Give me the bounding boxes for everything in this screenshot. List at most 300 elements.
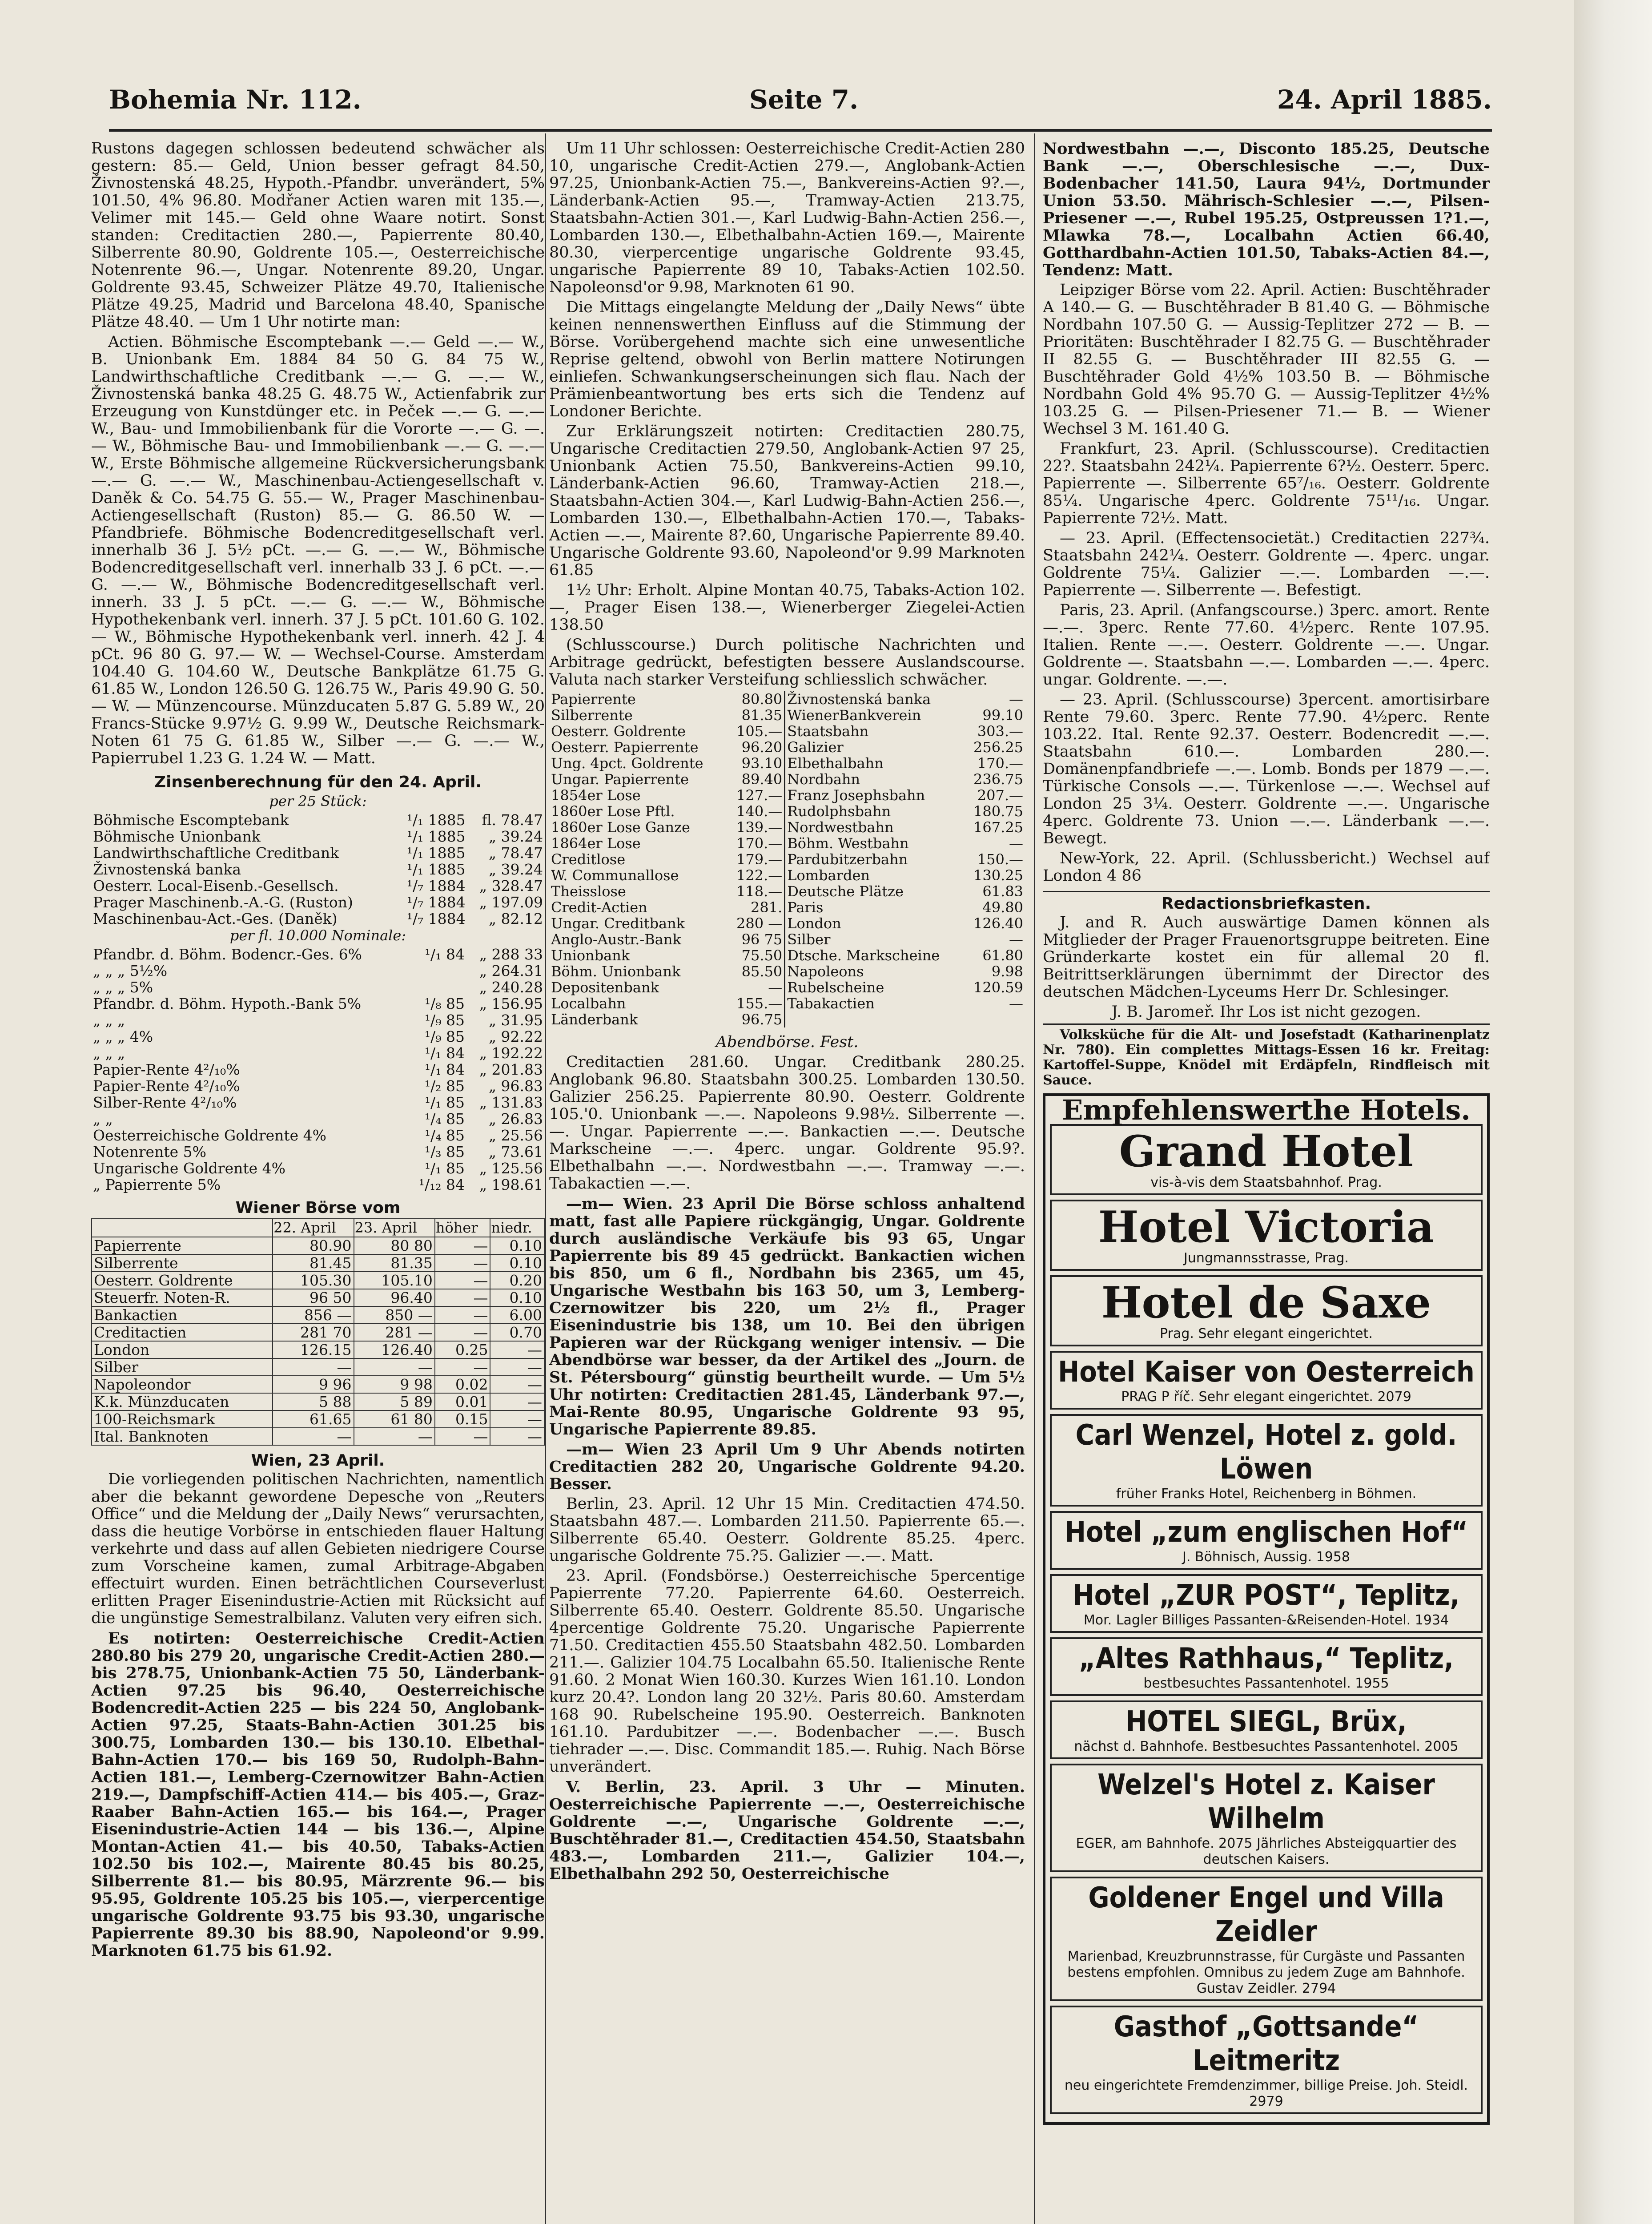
table-cell: ¹/₁ 1885 (406, 828, 466, 845)
table-cell: Silberrente (92, 1254, 273, 1272)
table-cell: 5 89 (354, 1393, 435, 1410)
table-cell: 1854er Lose (551, 787, 641, 804)
table-row (91, 845, 545, 861)
hotel-name: Carl Wenzel, Hotel z. gold. Löwen (1075, 1419, 1457, 1486)
table-cell: Franz Josephsbahn (787, 787, 925, 804)
table-cell: Notenrente 5% (93, 1143, 206, 1160)
table-cell: „ 240.28 (479, 979, 543, 996)
table-row (549, 739, 1025, 755)
table-cell: 850 — (354, 1306, 435, 1324)
table-cell: Depositenbank (551, 979, 659, 996)
table-row (91, 1078, 545, 1094)
table-cell: W. Communallose (551, 867, 679, 884)
table-cell: Böhmische Escomptebank (93, 811, 289, 829)
table-row (549, 755, 1025, 771)
table-cell: Oesterreichische Goldrente 4% (93, 1127, 327, 1144)
table-cell: Oesterr. Goldrente (92, 1272, 273, 1289)
table-cell: 281 70 (273, 1324, 354, 1341)
table-cell: Paris (787, 899, 824, 916)
article-paragraph: Berlin, 23. April. 12 Uhr 15 Min. Creditactien 474.50. Staatsbahn 487.—. Lombarden 211.50. Papierrente 65.—. Silberrente 65.40. Oesterr. Goldrente 85.25. 4perc. ungarische Goldrente 75.?5. Galizier —.—. Matt. (549, 1495, 1025, 1565)
table-cell: 80 80 (354, 1237, 435, 1254)
table-cell: Unionbank (551, 947, 630, 964)
table-cell: Galizier (787, 739, 844, 756)
table-row (549, 963, 1025, 979)
table-cell: 120.59 (973, 979, 1023, 996)
table-cell: „ 192.22 (479, 1044, 543, 1062)
hotel-details: Prag. Sehr elegant eingerichtet. (1160, 1326, 1373, 1342)
article-paragraph: Creditactien 281.60. Ungar. Creditbank 280.25. Anglobank 96.80. Staatsbahn 300.25. Lombarden 130.50. Galizier 256.25. Papierrente 80.90. Oesterr. Goldrente 105.'0. Unionbank —.—. Napoleons 9.98½. Silberrente —.—. Ungar. Papierrente —.—. Bankactien —.—. Deutsche Markscheine —.—. 4perc. ungar. Goldrente 95.9?. Elbethalbahn —.—. Nordwestbahn —.—. Tramway —.—. Tabakactien —.—. (549, 1053, 1025, 1193)
article-paragraph: Um 11 Uhr schlossen: Oesterreichische Credit-Actien 280 10, ungarische Credit-Actien 279.—, Anglobank-Actien 97.25, Unionbank-Actien 75.—, Bankvereins-Actien 9?.—, Länderbank-Actien 95.—, Tramway-Actien 213.75, Staatsbahn-Actien 301.—, Karl Ludwig-Bahn-Actien 256.—, Lombarden 130.—, Elbethalbahn-Actien 169.—, Mairente 80.30, vierpercentige ungarische Goldrente 93.45, ungarische Papierrente 89 10, Tabaks-Actien 102.50. Napoleonsd'or 9.98, Marknoten 61 90. (549, 140, 1025, 296)
table-cell: Creditactien (92, 1324, 273, 1341)
table-cell: 96 50 (273, 1289, 354, 1306)
hotel-details: J. Böhnisch, Aussig. 1958 (1182, 1549, 1351, 1565)
table-cell: 170.— (977, 755, 1023, 772)
table-cell: 9.98 (991, 963, 1023, 980)
table-row (549, 1011, 1025, 1027)
table-cell: 0.70 (490, 1324, 544, 1341)
table-cell: ¹/₉ 85 (424, 1028, 465, 1045)
table-cell (409, 979, 466, 995)
table-cell: Dtsche. Markscheine (787, 947, 940, 964)
table-cell: Ung. 4pct. Goldrente (551, 755, 703, 772)
table-cell: Localbahn (551, 995, 626, 1012)
notice-paragraph: Volksküche für die Alt- und Josefstadt (Katharinenplatz Nr. 780). Ein complettes Mittags-Essen 16 kr. Freitag: Kartoffel-Suppe, Knödel mit Erdäpfeln, Rindfleisch mit Sauce. (1043, 1023, 1490, 1088)
page-edge (1574, 0, 1652, 2224)
table-cell: fl. 78.47 (482, 811, 543, 829)
article-paragraph: 23. April. (Fondsbörse.) Oesterreichische 5percentige Papierrente 77.20. Papierrente 64.60. Oesterreich. Silberrente 65.40. Oesterr. Goldrente 85.50. Ungarische 4percentige Goldrente 75.20. Ungarische Papierrente 71.50. Creditactien 455.50 Staatsbahn 482.50. Lombarden 211.—. Galizier 104.75 Localbahn 65.50. Italienische Rente 91.60. 2 Monat Wien 160.30. Kurzes Wien 161.10. London kurz 20.4?. London lang 20 32½. Paris 80.60. Amsterdam 168 90. Rubelscheine 195.90. Oesterreich. Banknoten 161.10. Pardubitzer —.—. Bodenbacher —.—. Busch tiehrader —.—. Disc. Commandit 185.—. Ruhig. Nach Börse unverändert. (549, 1567, 1025, 1776)
table-cell: „ 39.24 (488, 861, 543, 878)
table-row (549, 867, 1025, 883)
table-cell: „ 198.61 (479, 1176, 543, 1193)
table-row (91, 812, 545, 828)
ads-title: Empfehlenswerthe Hotels. (1062, 1094, 1471, 1126)
table-cell: Rubelscheine (787, 979, 884, 996)
table-cell: London (787, 915, 841, 932)
table-cell: — (490, 1341, 544, 1358)
table-row (549, 931, 1025, 947)
table-cell: „ „ „ 5% (93, 979, 153, 996)
table-cell: ¹/₁ 1885 (406, 811, 466, 829)
hotel-ad (1050, 1764, 1483, 1872)
table-row (549, 995, 1025, 1011)
table-cell: London (92, 1341, 273, 1358)
table-cell: Böhmische Unionbank (93, 828, 261, 845)
table-cell: 93.10 (728, 755, 785, 771)
table-row (91, 1127, 545, 1144)
hotel-ad (1050, 1414, 1483, 1507)
table-cell: 81.35 (354, 1254, 435, 1272)
table-cell: Napoleondor (92, 1376, 273, 1393)
table-row (92, 1272, 544, 1289)
table-cell: 80.90 (273, 1237, 354, 1254)
table-cell: „ 26.83 (488, 1110, 543, 1128)
table-cell: Maschinenbau-Act.-Ges. (Daněk) (93, 910, 338, 927)
table-cell: 80.80 (728, 691, 785, 707)
table-cell: 1860er Lose Pftl. (551, 803, 675, 820)
table-cell: 139.— (728, 819, 785, 835)
table-cell: Pardubitzerbahn (787, 851, 908, 868)
table-cell: 75.50 (728, 947, 785, 963)
table-row (92, 1289, 544, 1306)
table-row (92, 1306, 544, 1324)
table-cell: Papierrente (92, 1237, 273, 1254)
hotel-name: Hotel „zum englischen Hof“ (1064, 1516, 1468, 1549)
table-cell: — (1009, 835, 1023, 852)
table-cell: 96.75 (728, 1011, 785, 1027)
table-cell (964, 1011, 1025, 1027)
table-cell: — (354, 1428, 435, 1445)
table-row (92, 1376, 544, 1393)
table-cell: Elbethalbahn (787, 755, 884, 772)
table-cell: 105.10 (354, 1272, 435, 1289)
table-cell: 0.10 (490, 1237, 544, 1254)
notice-paragraph: J. and R. Auch auswärtige Damen können als Mitglieder der Prager Frauenortsgruppe beitreten. Eine Gründerkarte kostet ein für allemal 20 fl. Beitrittserklärungen übernimmt der Director des deutschen Mädchen-Lyceums Herr Dr. Schlesinger. (1043, 914, 1490, 1001)
table-cell: 126.40 (354, 1341, 435, 1358)
table-cell: 207.— (977, 787, 1023, 804)
table-cell: 180.75 (973, 803, 1023, 820)
hotel-ad (1050, 1574, 1483, 1633)
table-cell: Oesterr. Papierrente (551, 739, 699, 756)
table-cell: K.k. Münzducaten (92, 1393, 273, 1410)
table-cell: 81.35 (728, 707, 785, 723)
hotel-details: EGER, am Bahnhofe. 2075 Jährliches Absteigquartier des deutschen Kaisers. (1076, 1836, 1457, 1867)
hotel-ads-box (1043, 1093, 1490, 2125)
table-cell: ¹/₁ 84 (424, 1061, 465, 1078)
table-cell: 9 96 (273, 1376, 354, 1393)
hotel-details: Mor. Lagler Billiges Passanten-&Reisenden-Hotel. 1934 (1083, 1612, 1449, 1628)
issue-date: 24. April 1885. (1277, 85, 1492, 115)
table-cell: Tabakactien (787, 995, 875, 1012)
table-cell: 126.40 (973, 915, 1023, 932)
table-cell: 281 — (354, 1324, 435, 1341)
table-cell: „ „ „ 5½% (93, 962, 168, 979)
hotel-name: „Altes Rathhaus,“ Teplitz, (1078, 1642, 1454, 1675)
table-cell: Deutsche Plätze (787, 883, 904, 900)
newspaper-title: Bohemia Nr. 112. (109, 85, 362, 115)
table-row (92, 1393, 544, 1410)
article-paragraph: Frankfurt, 23. April. (Schlusscourse). Creditactien 22?. Staatsbahn 242¼. Papierrente 6?½. Oesterr. 5perc. Papierrente —. Silberrente 65⁷/₁₆. Oesterr. Goldrente 85¼. Ungarische 4perc. Goldrente 75¹¹/₁₆. Ungar. Papierrente 72½. Matt. (1043, 440, 1490, 527)
table-cell: ¹/₁ 84 (424, 1044, 465, 1062)
table-row (549, 819, 1025, 835)
table-cell: — (435, 1428, 490, 1445)
table-header-cell: 22. April (273, 1219, 354, 1237)
table-cell: — (1009, 691, 1023, 708)
table-row (549, 723, 1025, 739)
table-cell: — (273, 1358, 354, 1376)
table-cell: 9 98 (354, 1376, 435, 1393)
table-cell: 155.— (728, 995, 785, 1011)
table-cell: 122.— (728, 867, 785, 883)
table-row (91, 1111, 545, 1127)
table-cell: Credit-Actien (551, 899, 647, 916)
table-cell: — (490, 1393, 544, 1410)
table-cell: 1860er Lose Ganze (551, 819, 690, 836)
table-cell: Creditlose (551, 851, 626, 868)
table-cell: „ 264.31 (479, 962, 543, 979)
table-cell: 0.20 (490, 1272, 544, 1289)
table-cell: ¹/₇ 1884 (406, 910, 466, 927)
table-cell: — (490, 1376, 544, 1393)
table-cell: Silberrente (551, 707, 633, 724)
section-title: Redactionsbriefkasten. (1043, 891, 1490, 912)
table-header-cell: niedr. (490, 1219, 544, 1237)
article-paragraph: 1½ Uhr: Erholt. Alpine Montan 40.75, Tabaks-Action 102.—, Prager Eisen 138.—, Wienerberger Ziegelei-Actien 138.50 (549, 581, 1025, 634)
table-row (92, 1324, 544, 1341)
table-cell: „ Papierrente 5% (93, 1176, 221, 1193)
table-cell: ¹/₁ 85 (424, 1160, 465, 1177)
table-cell: 170.— (728, 835, 785, 851)
table-row (92, 1428, 544, 1445)
table-cell: — (435, 1358, 490, 1376)
table-cell: — (435, 1254, 490, 1272)
table-cell: Staatsbahn (787, 723, 869, 740)
table-cell: Lombarden (787, 867, 870, 884)
hotel-ad (1050, 2006, 1483, 2114)
table-cell: „ „ (93, 1110, 113, 1128)
table-cell: Ital. Banknoten (92, 1428, 273, 1445)
table-cell: Theisslose (551, 883, 626, 900)
table-row (549, 979, 1025, 995)
table-cell: WienerBankverein (787, 707, 921, 724)
table-cell: ¹/₇ 1884 (406, 877, 466, 894)
table-cell: — (435, 1306, 490, 1324)
table-cell: 281. (728, 899, 785, 915)
hotel-ad (1050, 1200, 1483, 1271)
table-row (549, 691, 1025, 707)
table-row (549, 851, 1025, 867)
hotel-name: HOTEL SIEGL, Brüx, (1125, 1705, 1407, 1738)
table-cell: „ 92.22 (488, 1028, 543, 1045)
hotel-name: Welzel's Hotel z. Kaiser Wilhelm (1097, 1769, 1435, 1835)
table-cell: „ 156.95 (479, 995, 543, 1012)
table-cell: 303.— (977, 723, 1023, 740)
notice-paragraph: J. B. Jaromeř. Ihr Los ist nicht gezogen. (1111, 1003, 1421, 1021)
table-cell: Steuerfr. Noten-R. (92, 1289, 273, 1306)
table-cell: 118.— (728, 883, 785, 899)
page-number: Seite 7. (749, 85, 859, 115)
table-row (91, 878, 545, 894)
table-cell: „ 125.56 (479, 1160, 543, 1177)
hotel-name: Grand Hotel (1119, 1126, 1414, 1176)
table-row (549, 915, 1025, 931)
table-cell: „ 131.83 (479, 1094, 543, 1111)
hotel-ad (1050, 1351, 1483, 1410)
table-header-cell: höher (435, 1219, 490, 1237)
table-cell: Ungar. Creditbank (551, 915, 685, 932)
table-cell: ¹/₇ 1884 (406, 894, 466, 911)
hotel-name: Goldener Engel und Villa Zeidler (1088, 1882, 1444, 1948)
table-cell: 89.40 (728, 771, 785, 787)
table-row (549, 947, 1025, 963)
table-cell: Böhm. Westbahn (787, 835, 909, 852)
article-paragraph: Rustons dagegen schlossen bedeutend schwächer als gestern: 85.— Geld, Union besser gefragt 84.50, Živnostenská 48.25, Hypoth.-Pfandbr. unverändert, 5% 101.50, 4% 96.80. Modřaner Actien waren mit 135.—, Velimer mit 145.— Geld ohne Waare notirt. Sonst standen: Creditactien 280.—, Papierrente 80.40, Silberrente 80.90, Goldrente 105.—, Oesterreichische Notenrente 96.—, Ungar. Notenrente 89.20, Ungar. Goldrente 93.45, Schweizer Plätze 49.70, Italienische Plätze 49.25, Madrid und Barcelona 48.40, Spanische Plätze 48.40. — Um 1 Uhr notirte man: (91, 140, 545, 331)
table-cell: Ungar. Papierrente (551, 771, 689, 788)
hotel-details: nächst d. Bahnhofe. Bestbesuchtes Passantenhotel. 2005 (1074, 1739, 1459, 1754)
table-cell: Silber (787, 931, 831, 948)
table-cell: Ungarische Goldrente 4% (93, 1160, 285, 1177)
table-row (91, 995, 545, 1012)
table-cell: 126.15 (273, 1341, 354, 1358)
table-cell: „ 82.12 (488, 910, 543, 927)
table-cell (785, 1011, 964, 1027)
table-cell: ¹/₄ 85 (424, 1110, 465, 1128)
table-row (549, 803, 1025, 819)
hotel-details: bestbesuchtes Passantenhotel. 1955 (1143, 1676, 1389, 1691)
article-paragraph: (Schlusscourse.) Durch politische Nachrichten und Arbitrage gedrückt, befestigten bessere Auslandscourse. Valuta nach starker Versteifung schliesslich schwächer. (549, 636, 1025, 689)
table-cell: 150.— (977, 851, 1023, 868)
table-row (91, 979, 545, 995)
table-cell: ¹/₃ 85 (424, 1143, 465, 1160)
article-paragraph: —m— Wien 23 April Um 9 Uhr Abends notirten Creditactien 282 20, Ungarische Goldrente 94.20. Besser. (549, 1440, 1025, 1493)
article-paragraph: — 23. April. (Schlusscourse) 3percent. amortisirbare Rente 79.60. 3perc. Rente 77.90. 4½perc. Rente 103.22. Ital. Rente 92.37. Oesterr. Bodencredit —.—. Staatsbahn 610.—. Lombarden 280.—. Domänenpfandbriefe —.—. Lomb. Bonds per 1879 —.—. Türkische Consols —.—. Türkenlose —.—. Wechsel auf London 25 3¼. Oesterr. Goldrente —.—. Ungarische 4perc. Goldrente 73. Union —.—. Länderbank —.—. Bewegt. (1043, 691, 1490, 847)
hotel-ad (1050, 1637, 1483, 1696)
hotel-ad (1050, 1700, 1483, 1759)
table-cell: Oesterr. Local-Eisenb.-Gesellsch. (93, 877, 339, 894)
article-paragraph: Zur Erklärungszeit notirten: Creditactien 280.75, Ungarische Creditactien 279.50, Anglobank-Actien 97 25, Unionbank Actien 75.50, Bankvereins-Actien 99.10, Länderbank-Actien 96.60, Tramway-Actien 218.—, Staatsbahn-Actien 304.—, Karl Ludwig-Bahn-Actien 256.—, Lombarden 130.—, Elbethalbahn-Actien 170.—, Tabaks-Actien —.—, Mairente 8?.60, Ungarische Papierrente 89.40. Ungarische Goldrente 93.60, Napoleond'or 9.99 Marknoten 61.85 (549, 423, 1025, 579)
hotel-name: Gasthof „Gottsande“ Leitmeritz (1113, 2010, 1419, 2077)
article-paragraph: Die vorliegenden politischen Nachrichten, namentlich aber die bekannt gewordene Depesche von „Reuters Office“ und die Meldung der „Daily News“ verursachten, dass die heutige Vorbörse in entschieden flauer Haltung verkehrte und dass auf allen Gebieten niedrigere Course zum Vorscheine kamen, zumal Arbitrage-Abgaben effectuirt wurden. Einen beträchtlichen Courseverlust erlitten Prager Eisenindustrie-Actien mit Rücksicht auf die ungünstige Semestralbilanz. Valuten very eifren sich. (91, 1471, 545, 1627)
article-paragraph: Paris, 23. April. (Anfangscourse.) 3perc. amort. Rente —.—. 3perc. Rente 77.60. 4½perc. Rente 107.95. Italien. Rente —.—. Oesterr. Goldrente —.—. Ungar. Goldrente —. Staatsbahn —.—. Lombarden —.—. 4perc. ungar. Goldrente. —.—. (1043, 601, 1490, 689)
table-cell: 236.75 (973, 771, 1023, 788)
table-row (549, 787, 1025, 803)
table-cell: — (1009, 931, 1023, 948)
table-row (91, 1094, 545, 1111)
article-paragraph: New-York, 22. April. (Schlussbericht.) Wechsel auf London 4 86 (1043, 850, 1490, 885)
table-cell: Rudolphsbahn (787, 803, 891, 820)
table-cell: Nordwestbahn (787, 819, 894, 836)
table-cell: Bankactien (92, 1306, 273, 1324)
table-row (91, 946, 545, 963)
table-cell: 100-Reichsmark (92, 1410, 273, 1428)
table-cell: — (273, 1428, 354, 1445)
table-cell: 0.15 (435, 1410, 490, 1428)
table-cell: Papierrente (551, 691, 636, 708)
table-cell: — (435, 1289, 490, 1306)
hotel-details: Jungmannsstrasse, Prag. (1184, 1250, 1349, 1266)
column-2 (549, 140, 1025, 2224)
table-cell: „ „ „ (93, 1011, 125, 1029)
table-cell: „ 39.24 (488, 828, 543, 845)
table-cell: Böhm. Unionbank (551, 963, 681, 980)
table-cell: 61.80 (982, 947, 1023, 964)
article-paragraph: V. Berlin, 23. April. 3 Uhr — Minuten. Oesterreichische Papierrente —.—, Oesterreichische Goldrente —.—, Ungarische Goldrente —.—, Buschtěhrader 81.—, Creditactien 454.50, Staatsbahn 483.—, Lombarden 211.—, Galizier 104.—, Elbethalbahn 292 50, Oesterreichische (549, 1778, 1025, 1883)
section-title: Abendbörse. Fest. (715, 1033, 859, 1051)
table-cell: ¹/₄ 85 (424, 1127, 465, 1144)
table-cell: 280 — (728, 915, 785, 931)
table-cell: „ 288 33 (479, 946, 543, 963)
table-cell: 0.02 (435, 1376, 490, 1393)
table-cell: ¹/₂ 85 (424, 1077, 465, 1095)
table-row (91, 1061, 545, 1078)
table-cell: 1864er Lose (551, 835, 641, 852)
article-paragraph: Actien. Böhmische Escomptebank —.— Geld —.— W., B. Unionbank Em. 1884 84 50 G. 84 75 W., Landwirthschaftliche Creditbank —.— G. —.— W., Živnostenská banka 48.25 G. 48.75 W., Actienfabrik zur Erzeugung von Kunstdünger etc. in Peček —.— G. —.— W., Bau- und Immobilienbank für die Vororte —.— G. —.— W., Böhmische Bau- und Immobilienbank —.— G. —.— W., Erste Böhmische allgemeine Rückversicherungsbank —.— G. —.— W., Maschinenbau-Actiengesellschaft v. Daněk & Co. 54.75 G. 55.— W., Prager Maschinenbau-Actiengesellschaft (Ruston) 85.— G. 86.50 W. — Pfandbriefe. Böhmische Bodencreditgesellschaft verl. innerhalb 36 J. 5½ pCt. —.— G. —.— W., Böhmische Bodencreditgesellschaft verl. innerhalb 33 J. 6 pCt. —.— G. —.— W., Böhmische Bodencreditgesellschaft verl. innerh. 33 J. 5 pCt. —.— G. —.— W., Böhmische Hypothekenbank verl. innerh. 37 J. 5 pCt. 101.60 G. 102.— W., Böhmische Hypothekenbank verl. innerh. 42 J. 4 pCt. 96 80 G. 97.— W. — Wechsel-Course. Amsterdam 104.40 G. 104.60 W., Deutsche Bankplätze 61.75 G. 61.85 W., London 126.50 G. 126.75 W., Paris 49.90 G. 50.— W. — Münzencourse. Münzducaten 5.87 G. 5.89 W., 20 Francs-Stücke 9.97½ G. 9.99 W., Deutsche Reichsmark-Noten 61 75 G. 61.85 W., Silber —.— G. —.— W., Papierrubel 1.23 G. 1.24 W. — Matt. (91, 333, 545, 767)
table-cell: „ 31.95 (488, 1011, 543, 1029)
table-cell: 856 — (273, 1306, 354, 1324)
hotel-ad (1050, 1877, 1483, 2001)
table-cell: Prager Maschinenb.-A.-G. (Ruston) (93, 894, 353, 911)
table-cell: — (435, 1324, 490, 1341)
table-cell: 99.10 (982, 707, 1023, 724)
table-row (92, 1254, 544, 1272)
page-header (109, 80, 1492, 116)
table-cell: — (490, 1410, 544, 1428)
table-cell: 49.80 (982, 899, 1023, 916)
table-cell: Napoleons (787, 963, 864, 980)
hotel-name: Hotel Victoria (1098, 1202, 1435, 1252)
hotel-details: vis-à-vis dem Staatsbahnhof. Prag. (1150, 1175, 1382, 1190)
table-cell: Nordbahn (787, 771, 860, 788)
table-cell: Živnostenská banka (93, 861, 241, 878)
column-divider (1034, 133, 1035, 2224)
table-cell: 256.25 (973, 739, 1023, 756)
article-paragraph: — 23. April. (Effectensocietät.) Creditactien 227¾. Staatsbahn 242¼. Oesterr. Goldrente —. 4perc. ungar. Goldrente 75¼. Galizier —.—. Lombarden —.—. Papierrente —. Silberrente —. Befestigt. (1043, 529, 1490, 599)
table-row (91, 1028, 545, 1045)
table-cell: — (490, 1358, 544, 1376)
table-cell: „ 25.56 (488, 1127, 543, 1144)
header-rule (109, 129, 1492, 132)
table-row (91, 1012, 545, 1028)
table-cell: ¹/₁ 1885 (406, 861, 466, 878)
table-cell: ¹/₁₂ 84 (418, 1176, 465, 1193)
hotel-details: neu eingerichtete Fremdenzimmer, billige Preise. Joh. Steidl. 2979 (1064, 2078, 1468, 2109)
table-cell: Pfandbr. d. Böhm. Hypoth.-Bank 5% (93, 995, 362, 1012)
table-row (92, 1237, 544, 1254)
table-cell: Länderbank (551, 1011, 638, 1028)
table-row (91, 861, 545, 878)
section-title: Wien, 23 April. (251, 1451, 385, 1470)
table-row (91, 1144, 545, 1160)
table-row (91, 1176, 545, 1193)
table-cell: Silber-Rente 4²/₁₀% (93, 1094, 237, 1111)
table-cell: 0.25 (435, 1341, 490, 1358)
table-cell: — (728, 979, 785, 995)
table-row (92, 1410, 544, 1428)
table-cell: 85.50 (728, 963, 785, 979)
table-row (549, 835, 1025, 851)
table-cell: 81.45 (273, 1254, 354, 1272)
table-cell: ¹/₁ 85 (424, 1094, 465, 1111)
table-cell: 5 88 (273, 1393, 354, 1410)
table-cell: ¹/₉ 85 (424, 1011, 465, 1029)
table-cell: — (354, 1358, 435, 1376)
table-cell: 105.— (728, 723, 785, 739)
table-cell (409, 963, 466, 979)
table-cell: — (435, 1237, 490, 1254)
table-row (549, 883, 1025, 899)
hotel-name: Hotel „ZUR POST“, Teplitz, (1073, 1579, 1460, 1612)
table-cell: 6.00 (490, 1306, 544, 1324)
hotel-details: Marienbad, Kreuzbrunnstrasse, für Curgäste und Passanten bestens empfohlen. Omnibus zu jedem Zuge am Bahnhofe. Gustav Zeidler. 2794 (1067, 1949, 1465, 1996)
article-paragraph: Die Mittags eingelangte Meldung der „Daily News“ übte keinen nennenswerthen Einfluss auf die Stimmung der Börse. Vorübergehend machte sich eine unwesentliche Reprise geltend, obwohl von Berlin mattere Notirungen einliefen. Schwankungserscheinungen sich flau. Nach der Prämienbeantwortung bes erts sich die Tendenz auf Londoner Berichte. (549, 298, 1025, 420)
closing-rates-table (549, 691, 1025, 1027)
table-header-row (92, 1219, 544, 1237)
table-cell: ¹/₁ 84 (424, 946, 465, 963)
table-cell: 167.25 (973, 819, 1023, 836)
article-paragraph: Nordwestbahn —.—, Disconto 185.25, Deutsche Bank —.—, Oberschlesische —.—, Dux-Bodenbacher 141.50, Laura 94½, Dortmunder Union 53.50. Mährisch-Schlesier —.—, Pilsen-Priesener —.—, Rubel 195.25, Ostpreussen 1?1.—, Mlawka 78.—, Localbahn Actien 66.40, Gotthardbahn-Actien 101.50, Tabaks-Actien 84.—, Tendenz: Matt. (1043, 140, 1490, 279)
article-paragraph: —m— Wien. 23 April Die Börse schloss anhaltend matt, fast alle Papiere rückgängig, Ungar. Goldrente durch ausländische Verkäufe bis 93 65, Ungar Papierrente bis 89 45 gedrückt. Bankactien wichen bis 850, um 6 fl., Nordbahn bis 2365, um 45, Ungarische Westbahn bis 163 50, um 3, Lemberg-Czernowitzer bis 220, um 2½ fl., Prager Eisenindustrie bis 138, um 10. Bei den übrigen Papieren war der Rückgang weniger intensiv. — Die Abendbörse war besser, da der Artikel des „Journ. de St. Pétersbourg“ günstig beurtheilt wurde. — Um 5½ Uhr notirten: Creditactien 281.45, Länderbank 97.—, Mai-Rente 80.95, Ungarische Goldrente 93 95, Ungarische Papierrente 89.85. (549, 1195, 1025, 1438)
table-cell: — (490, 1428, 544, 1445)
table-cell: ¹/₈ 85 (424, 995, 465, 1012)
column-divider (545, 133, 546, 2224)
table-cell: 179.— (728, 851, 785, 867)
interest-table-1 (91, 812, 545, 927)
table-cell: 127.— (728, 787, 785, 803)
section-title: Wiener Börse vom (235, 1199, 401, 1217)
article-paragraph: Leipziger Börse vom 22. April. Actien: Buschtěhrader A 140.— G. — Buschtěhrader B 81.40 G. — Böhmische Nordbahn 107.50 G. — Aussig-Teplitzer 272 — B. — Prioritäten: Buschtěhrader I 82.75 G. — Buschtěhrader II 82.55 G. — Buschtěhrader III 82.55 G. — Buschtěhrader Gold 4½% 103.50 B. — Böhmische Nordbahn Gold 4% 95.70 G. — Aussig-Teplitzer 4½% 103.25 G. — Pilsen-Priesener 71.— B. — Wiener Wechsel 3 M. 161.40 G. (1043, 281, 1490, 438)
table-row (91, 911, 545, 927)
table-row (549, 771, 1025, 787)
section-subtitle: per fl. 10.000 Nominale: (229, 927, 406, 944)
